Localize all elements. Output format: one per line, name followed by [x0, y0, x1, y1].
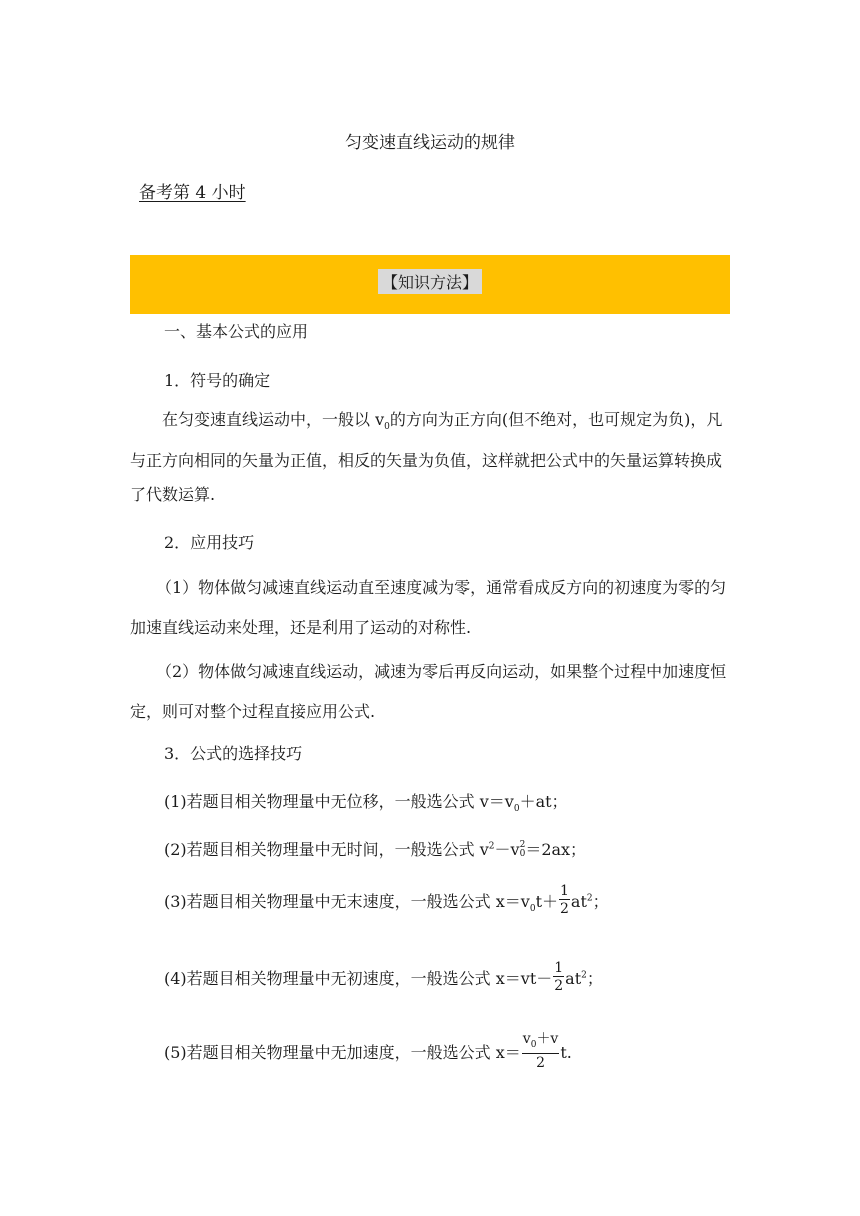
formula-5-text: (5)若题目相关物理量中无加速度，一般选公式 x＝	[164, 1042, 521, 1062]
formula-3-mid: t＋	[535, 892, 558, 911]
superscript: 2	[581, 970, 587, 981]
paragraph-sign-a: 在匀变速直线运动中，一般以 v	[162, 410, 385, 429]
denominator: 2	[536, 1054, 546, 1071]
formula-4-end: ；	[586, 969, 603, 988]
tip-1: （1）物体做匀减速直线运动直至速度减为零，通常看成反方向的初速度为零的匀加速直线运动来处理，还是利用了运动的对称性.	[130, 578, 727, 637]
page-subtitle: 备考第 4 小时	[139, 183, 246, 203]
tip-2: （2）物体做匀减速直线运动，减速为零后再反向运动，如果整个过程中加速度恒定，则可对整个过程直接应用公式.	[130, 662, 727, 721]
numerator-a: v	[522, 1031, 531, 1047]
fraction	[553, 960, 564, 995]
formula-5	[164, 1033, 572, 1074]
formula-3-end: ；	[592, 892, 609, 911]
knowledge-banner	[130, 255, 730, 314]
subscript: 0	[384, 422, 390, 433]
subscript: 0	[530, 1039, 537, 1050]
subscript: 0	[519, 848, 526, 859]
numerator-b: ＋v	[536, 1031, 559, 1047]
formula-4-text: (4)若题目相关物理量中无初速度，一般选公式 x＝vt－	[164, 969, 553, 988]
formula-1-tail: ＋at；	[519, 792, 568, 811]
fraction	[522, 1031, 560, 1072]
formula-3-tail: at	[570, 892, 587, 911]
formula-2-mid: －v	[494, 840, 520, 859]
formula-5-end: t.	[560, 1042, 572, 1062]
item-heading-1: 1．符号的确定	[164, 371, 271, 390]
superscript: 2	[586, 893, 593, 904]
numerator	[522, 1031, 560, 1054]
item-heading-2: 2．应用技巧	[164, 533, 255, 552]
subscript: 0	[529, 904, 536, 915]
formula-1	[164, 789, 568, 814]
formula-1-text: (1)若题目相关物理量中无位移，一般选公式 v＝v	[164, 792, 514, 811]
fraction	[559, 883, 570, 918]
superscript: 2	[519, 839, 526, 850]
formula-2	[164, 837, 586, 860]
paragraph-sign	[130, 403, 730, 512]
formula-3-text: (3)若题目相关物理量中无末速度，一般选公式 x＝v	[164, 892, 530, 911]
formula-4-tail: at	[565, 969, 582, 988]
subscript: 0	[513, 804, 520, 815]
paragraph-sign-b: 的方向为正方向(但不绝对，也可规定为负)，凡与正方向相同的矢量为正值，相反的矢量为负值，这样就把公式中的矢量运算转换成了代数运算.	[130, 410, 723, 505]
page-title: 匀变速直线运动的规律	[345, 133, 515, 153]
numerator: 1	[554, 960, 564, 976]
numerator: 1	[560, 883, 569, 899]
item-heading-3: 3．公式的选择技巧	[164, 744, 303, 763]
sub-sup-pair	[520, 841, 526, 859]
section-heading: 一、基本公式的应用	[164, 322, 309, 341]
formula-2-text: (2)若题目相关物理量中无时间，一般选公式 v	[164, 840, 489, 859]
banner-label: 【知识方法】	[378, 269, 482, 294]
formula-2-tail: ＝2ax；	[525, 840, 587, 859]
superscript: 2	[488, 841, 495, 852]
formula-3	[164, 885, 609, 920]
denominator: 2	[554, 978, 564, 994]
formula-4	[164, 962, 603, 997]
denominator: 2	[560, 901, 569, 917]
